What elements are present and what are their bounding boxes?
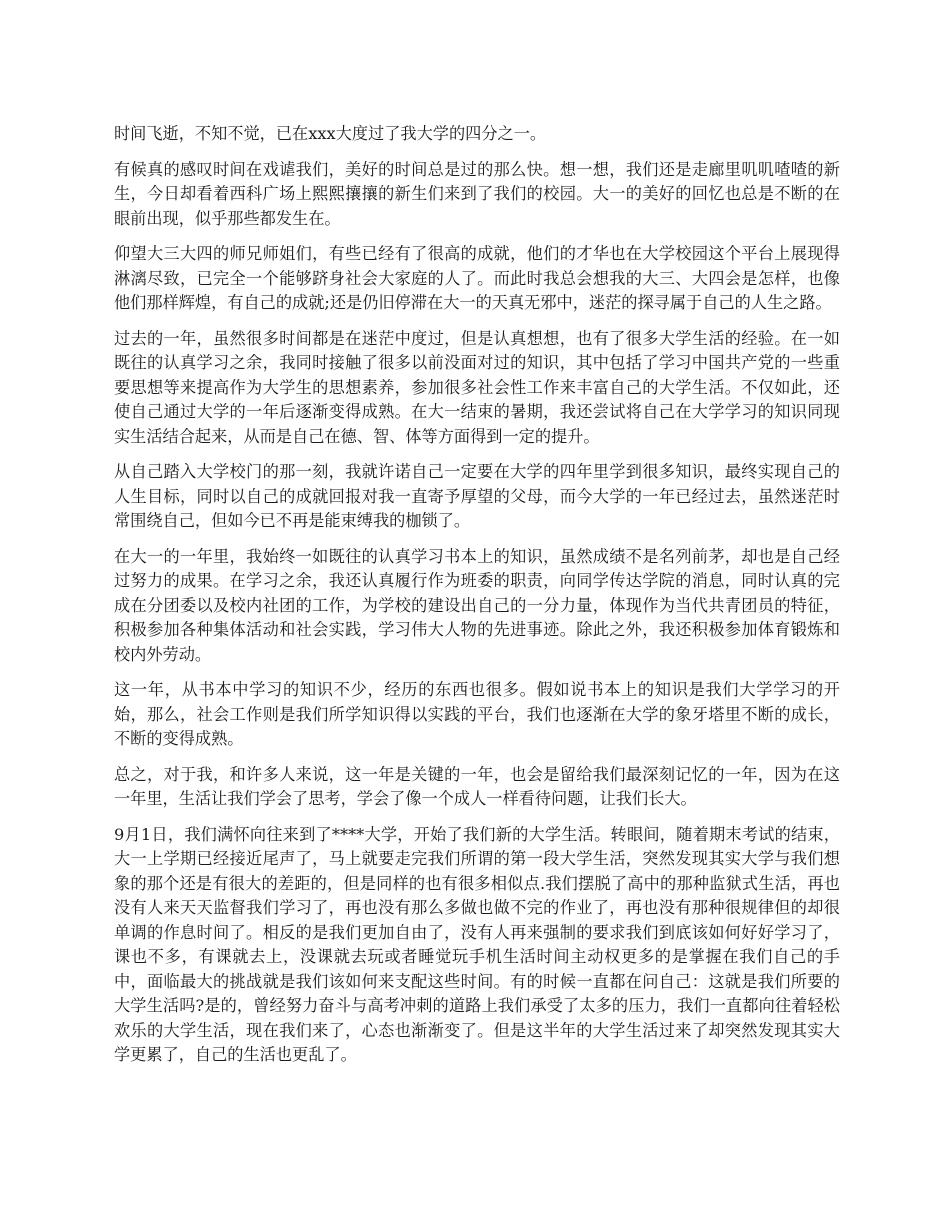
paragraph-6: 在大一的一年里，我始终一如既往的认真学习书本上的知识，虽然成绩不是名列前茅，却也是自己经过努力的成果。在学习之余，我还认真履行作为班委的职责，向同学传达学院的消息，同时认真的完成在分团委以及校内社团的工作，为学校的建设出自己的一分力量，体现作为当代共青团员的特征，积极参加各种集体活动和社会实践，学习伟大人物的先进事迹。除此之外，我还积极参加体育锻炼和校内外劳动。 (114, 546, 840, 664)
paragraph-5: 从自己踏入大学校门的那一刻，我就许诺自己一定要在大学的四年里学到很多知识，最终实现自己的人生目标，同时以自己的成就回报对我一直寄予厚望的父母，而今大学的一年已经过去，虽然迷茫时常围绕自己，但如今已不再是能束缚我的枷锁了。 (114, 462, 840, 530)
paragraph-1: 时间飞逝，不知不觉，已在xxx大度过了我大学的四分之一。 (114, 124, 547, 143)
paragraph-2: 有候真的感叹时间在戏谑我们，美好的时间总是过的那么快。想一想，我们还是走廊里叽叽喳喳的新生，今日却看着西科广场上熙熙攘攘的新生们来到了我们的校园。大一的美好的回忆也总是不断的在眼前出现，似乎那些都发生在。 (114, 159, 840, 228)
paragraph-7: 这一年，从书本中学习的知识不少，经历的东西也很多。假如说书本上的知识是我们大学学习的开始，那么，社会工作则是我们所学知识得以实践的平台，我们也逐渐在大学的象牙塔里不断的成长，不断的变得成熟。 (114, 680, 840, 748)
paragraph-3: 仰望大三大四的师兄师姐们，有些已经有了很高的成就，他们的才华也在大学校园这个平台上展现得淋漓尽致，已完全一个能够跻身社会大家庭的人了。而此时我总会想我的大三、大四会是怎样，也像他们那样辉煌，有自己的成就;还是仍旧停滞在大一的天真无邪中，迷茫的探寻属于自己的人生之路。 (114, 244, 840, 312)
paragraph-8: 总之，对于我，和许多人来说，这一年是关键的一年，也会是留给我们最深刻记忆的一年，因为在这一年里，生活让我们学会了思考，学会了像一个成人一样看待问题，让我们长大。 (114, 764, 840, 808)
document-body (114, 122, 840, 1079)
paragraph-9: 9月1日，我们满怀向往来到了****大学，开始了我们新的大学生活。转眼间，随着期末考试的结束，大一上学期已经接近尾声了，马上就要走完我们所谓的第一段大学生活，突然发现其实大学与我们想象的那个还是有很大的差距的，但是同样的也有很多相似点.我们摆脱了高中的那种监狱式生活，再也没有人来天天监督我们学习了，再也没有那么多做也做不完的作业了，再也没有那种很规律但的却很单调的作息时间了。相反的是我们更加自由了，没有人再来强制的要求我们到底该如何好好学习了，课也不多，有课就去上，没课就去玩或者睡觉玩手机生活时间主动权更多的是掌握在我们自己的手中，面临最大的挑战就是我们该如何来支配这些时间。有的时候一直都在问自己：这就是我们所要的大学生活吗?是的，曾经努力奋斗与高考冲刺的道路上我们承受了太多的压力，我们一直都向往着轻松欢乐的大学生活，现在我们来了，心态也渐渐变了。但是这半年的大学生活过来了却突然发现其实大学更累了，自己的生活也更乱了。 (114, 824, 840, 1064)
paragraph-4: 过去的一年，虽然很多时间都是在迷茫中度过，但是认真想想，也有了很多大学生活的经验。在一如既往的认真学习之余，我同时接触了很多以前没面对过的知识，其中包括了学习中国共产党的一些重要思想等来提高作为大学生的思想素养，参加很多社会性工作来丰富自己的大学生活。不仅如此，还使自己通过大学的一年后逐渐变得成熟。在大一结束的暑期，我还尝试将自己在大学学习的知识同现实生活结合起来，从而是自己在德、智、体等方面得到一定的提升。 (114, 328, 840, 446)
